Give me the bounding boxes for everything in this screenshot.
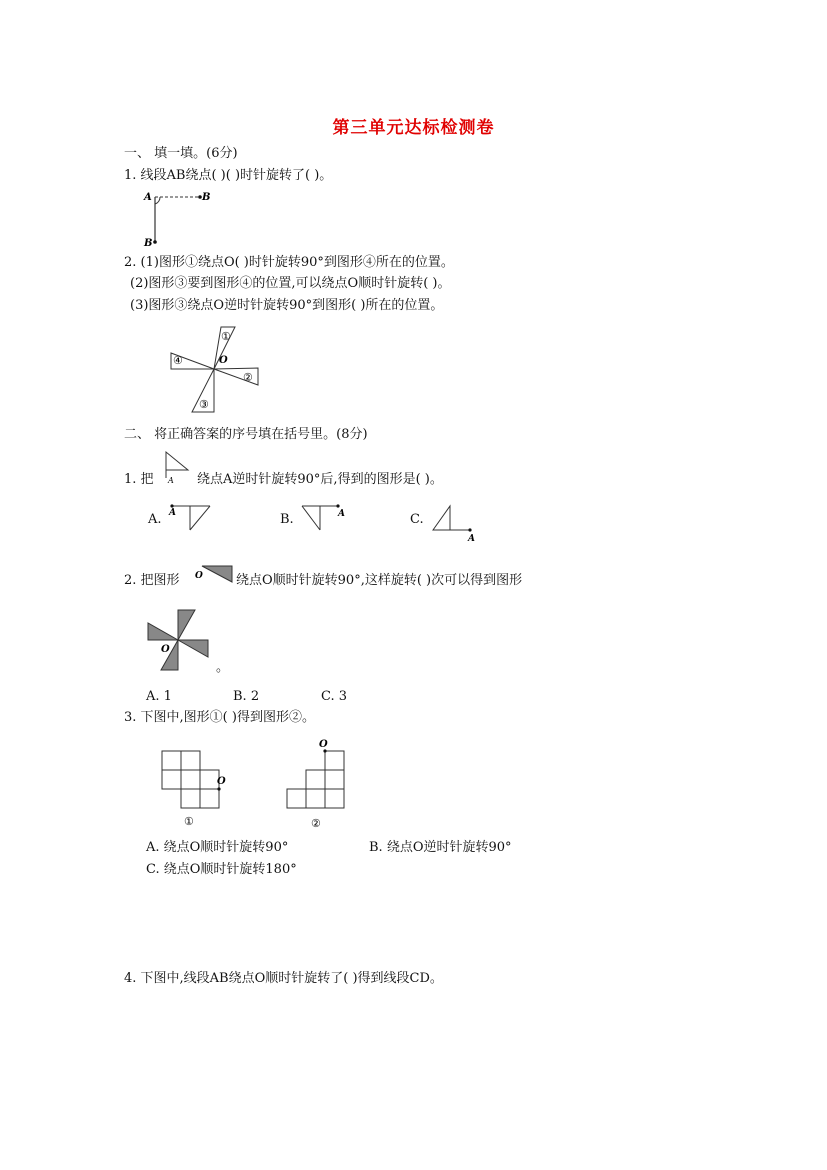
section-1-heading: 一、 填一填。(6分) — [124, 146, 238, 161]
option-2-3-c: C. 绕点O顺时针旋转180° — [146, 862, 297, 877]
svg-text:O: O — [217, 776, 226, 787]
label-a: A — [144, 192, 152, 203]
svg-text:O: O — [319, 739, 328, 750]
svg-text:A: A — [169, 508, 176, 518]
question-2-2-prefix: 2. 把图形 — [124, 573, 180, 588]
option-2-3-b: B. 绕点O逆时针旋转90° — [369, 840, 512, 855]
segment-ab-figure — [140, 188, 220, 250]
question-1-2-part2: (2)图形③要到图形④的位置,可以绕点O顺时针旋转( )。 — [130, 276, 451, 291]
label-b-end: B — [144, 238, 153, 249]
option-2-2-b: B. 2 — [233, 689, 260, 704]
small-triangle-figure — [162, 448, 194, 486]
label-3: ③ — [199, 398, 209, 411]
option-b-label: B. — [280, 512, 294, 527]
question-2-1-suffix: 绕点A逆时针旋转90°后,得到的图形是( )。 — [197, 472, 443, 487]
shaded-pinwheel-figure — [145, 608, 215, 674]
option-b-figure — [298, 502, 348, 534]
question-2-1-prefix: 1. 把 — [124, 472, 154, 487]
option-c-label: C. — [410, 512, 424, 527]
question-2-3: 3. 下图中,图形①( )得到图形②。 — [124, 710, 315, 725]
figure-2-grid — [285, 735, 360, 830]
option-2-2-c: C. 3 — [321, 689, 348, 704]
question-1-2-part1: 2. (1)图形①绕点O( )时针旋转90°到图形④所在的位置。 — [124, 255, 454, 270]
label-a-small: A — [168, 476, 174, 485]
section-2-heading: 二、 将正确答案的序号填在括号里。(8分) — [124, 427, 368, 442]
option-2-2-a: A. 1 — [146, 689, 172, 704]
svg-text:O: O — [161, 644, 170, 655]
option-2-3-a: A. 绕点O顺时针旋转90° — [146, 840, 289, 855]
svg-text:O: O — [195, 571, 203, 581]
label-1: ① — [221, 330, 231, 343]
question-1-2-part3: (3)图形③绕点O逆时针旋转90°到图形( )所在的位置。 — [130, 298, 444, 313]
question-2-4: 4. 下图中,线段AB绕点O顺时针旋转了( )得到线段CD。 — [124, 971, 443, 986]
question-2-2-end: 。 — [216, 660, 230, 675]
question-2-2-suffix: 绕点O顺时针旋转90°,这样旋转( )次可以得到图形 — [236, 573, 523, 588]
figure-1-label: ① — [184, 815, 194, 828]
figure-2-label: ② — [311, 817, 321, 830]
page-title: 第三单元达标检测卷 — [332, 118, 495, 138]
label-4: ④ — [173, 354, 183, 367]
option-a-label: A. — [148, 512, 162, 527]
shaded-triangle-figure — [194, 562, 236, 586]
pinwheel-triangles-figure — [168, 325, 263, 415]
label-o: O — [219, 355, 228, 366]
option-c-figure — [428, 500, 482, 544]
option-a-figure — [166, 502, 216, 534]
svg-text:A: A — [468, 534, 475, 544]
label-b: B — [202, 192, 211, 203]
label-2: ② — [243, 371, 253, 384]
figure-1-grid — [158, 735, 233, 830]
svg-text:A: A — [338, 509, 345, 519]
question-1-1: 1. 线段AB绕点( )( )时针旋转了( )。 — [124, 168, 333, 183]
